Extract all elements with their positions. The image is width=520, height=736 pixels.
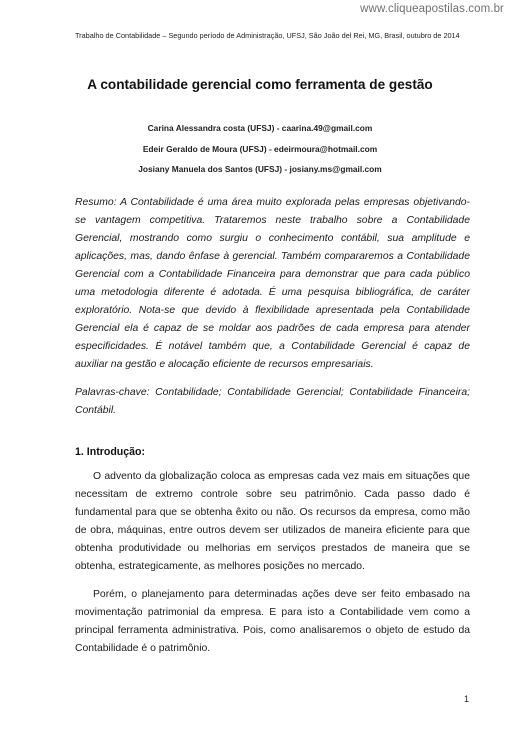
body-paragraph: O advento da globalização coloca as empresas cada vez mais em situações que necessitam de extremo controle sobre seu patrimônio. Cada passo dado é fundamental para que se obtenha êxito ou não. Os recursos da empresa, como mão de obra, máquinas, entre outros devem ser utilizados de maneira eficiente para que obtenha produtividade ou melhorias em serviços prestados de maneira que se obtenha, estrategicamente, as melhores posições no mercado. (75, 471, 470, 572)
document-title: A contabilidade gerencial como ferramenta de gestão (87, 77, 433, 92)
author-line: Edeir Geraldo de Moura (UFSJ) - edeirmoura@hotmail.com (142, 143, 378, 154)
watermark-url: www.cliqueapostilas.com.br (360, 3, 504, 15)
author-line: Carina Alessandra costa (UFSJ) - caarina.49@gmail.com (147, 123, 373, 133)
abstract-paragraph: Resumo: A Contabilidade é uma área muito explorada pelas empresas objetivando-se vantagem competitiva. Trataremos neste trabalho sobre a Contabilidade Gerencial, mostrando como surgiu o conhecimento contábil, sua amplitude e aplicações, mas, dando ênfase à gerencial. Também compararemos a Contabilidade Gerencial com a Contabilidade Financeira para demonstrar que para cada público uma metodologia diferente é adotada. É uma pesquisa bibliográfica, de caráter exploratório. Nota-se que devido à flexibilidade apresentada pela Contabilidade Gerencial ela é capaz de se moldar aos padrões de cada empresa para atender especificidades. É notável também que, a Contabilidade Gerencial é capaz de auxiliar na gestão e alocação eficiente de recursos empresariais. (75, 197, 470, 370)
header-note: Trabalho de Contabilidade – Segundo período de Administração, UFSJ, São João del Rei, MG, Brasil, outubro de 2014 (75, 31, 460, 40)
page-number: 1 (464, 694, 470, 704)
keywords-paragraph: Palavras-chave: Contabilidade; Contabilidade Gerencial; Contabilidade Financeira; Contábil. (75, 387, 470, 416)
author-line: Josiany Manuela dos Santos (UFSJ) - josiany.ms@gmail.com (138, 164, 382, 174)
body-paragraph: Porém, o planejamento para determinadas ações deve ser feito embasado na movimentação patrimonial da empresa. E para isto a Contabilidade vem como a principal ferramenta administrativa. Pois, como analisaremos o objeto de estudo da Contabilidade é o patrimônio. (75, 589, 470, 654)
section-heading: 1. Introdução: (75, 446, 146, 458)
author-list (0, 123, 520, 185)
